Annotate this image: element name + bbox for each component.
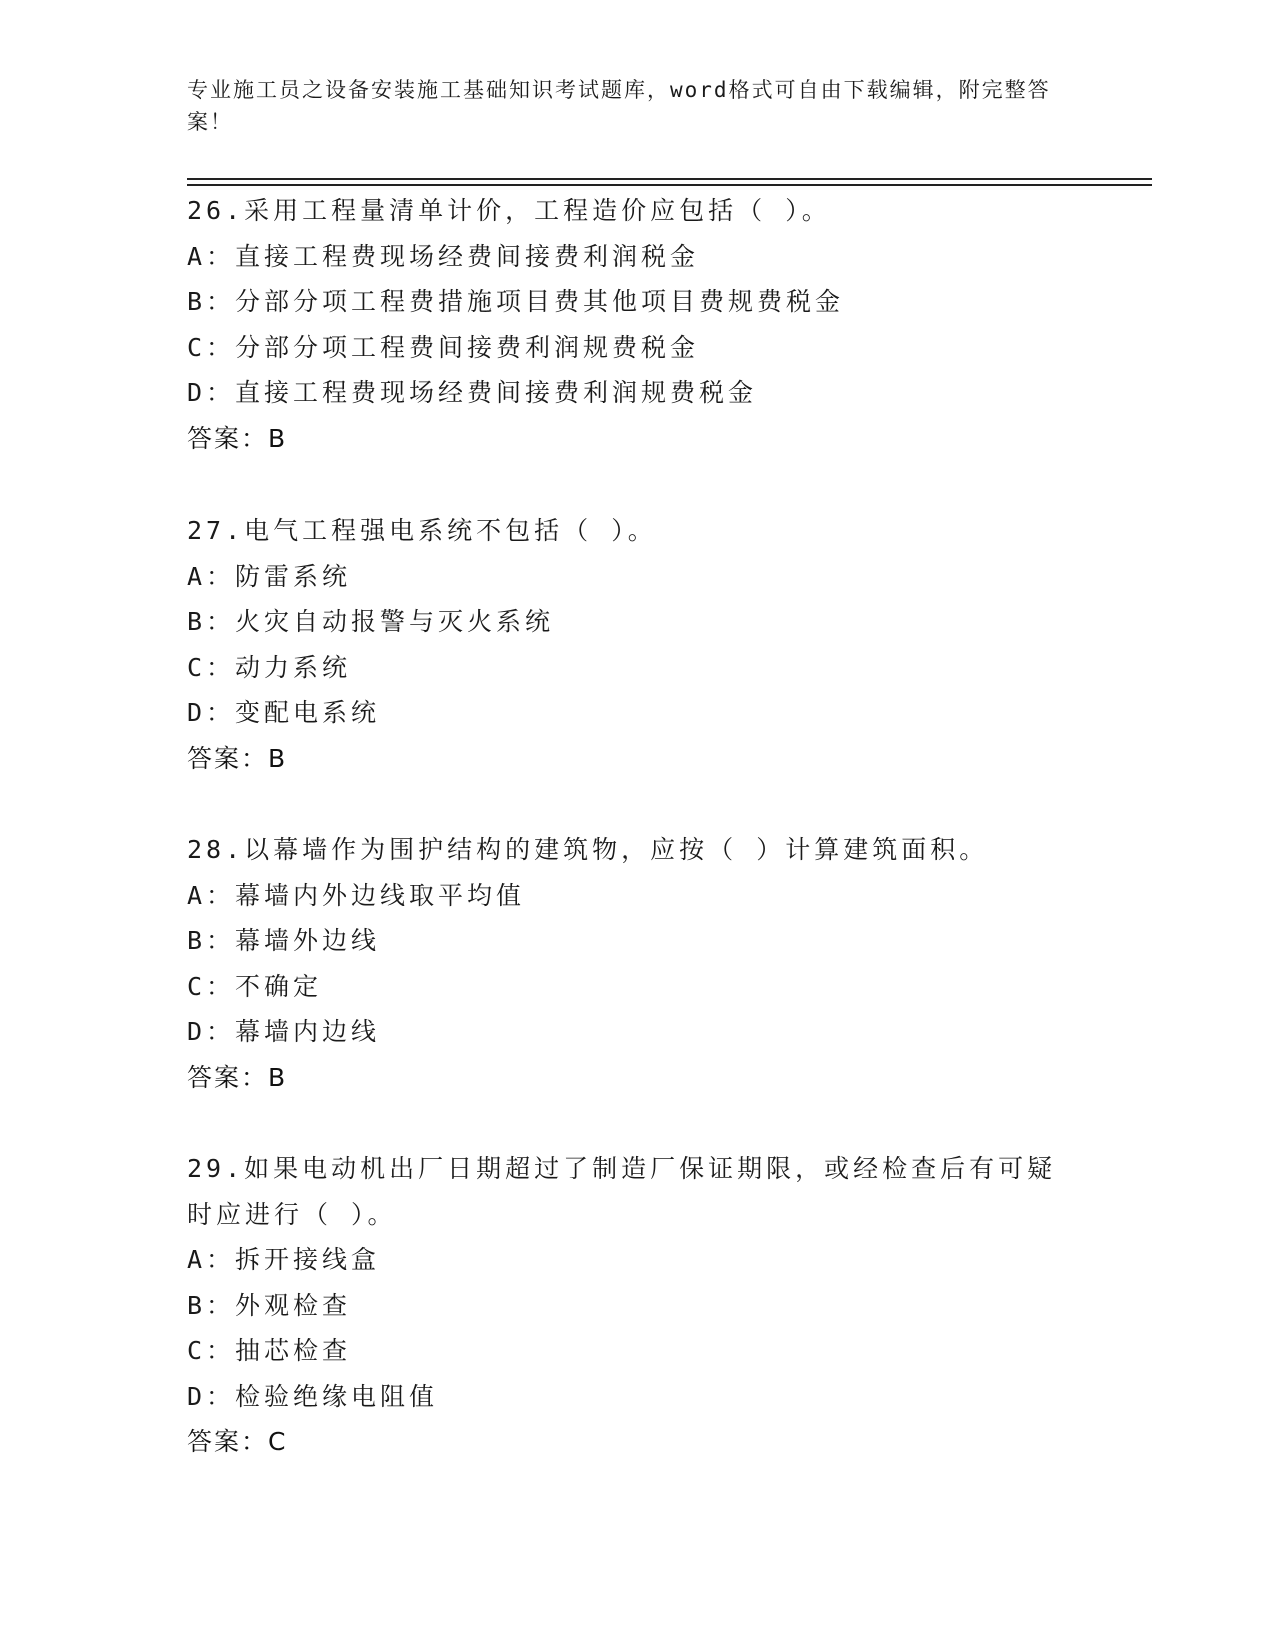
option-b: B：火灾自动报警与灭火系统 xyxy=(187,607,555,636)
option-d: D：幕墙内边线 xyxy=(187,1017,381,1046)
header-divider-top xyxy=(187,178,1152,180)
answer-label: 答案：B xyxy=(187,1062,288,1092)
option-d: D：检验绝缘电阻值 xyxy=(187,1381,439,1411)
question-26 xyxy=(187,188,1087,461)
option-d: D：直接工程费现场经费间接费利润规费税金 xyxy=(187,378,758,407)
option-c: C：分部分项工程费间接费利润规费税金 xyxy=(187,332,700,362)
question-29 xyxy=(187,1146,1087,1465)
option-b: B：幕墙外边线 xyxy=(187,926,381,955)
option-a: A：直接工程费现场经费间接费利润税金 xyxy=(187,241,700,271)
question-28 xyxy=(187,827,1087,1100)
answer-label: 答案：B xyxy=(187,743,288,773)
option-b: B：分部分项工程费措施项目费其他项目费规费税金 xyxy=(187,287,845,316)
option-c: C：抽芯检查 xyxy=(187,1336,352,1365)
option-a: A：拆开接线盒 xyxy=(187,1245,381,1274)
question-stem: 28.以幕墙作为围护结构的建筑物，应按（ ）计算建筑面积。 xyxy=(187,835,989,864)
option-a: A：防雷系统 xyxy=(187,561,352,591)
option-c: C：动力系统 xyxy=(187,652,352,682)
question-stem: 26.采用工程量清单计价，工程造价应包括（ ）。 xyxy=(187,196,831,225)
option-c: C：不确定 xyxy=(187,971,323,1001)
document-header: 专业施工员之设备安装施工基础知识考试题库，word格式可自由下载编辑，附完整答案！ xyxy=(187,78,1051,134)
question-27 xyxy=(187,508,1087,781)
question-stem: 27.电气工程强电系统不包括（ ）。 xyxy=(187,516,657,545)
answer-label: 答案：C xyxy=(187,1427,288,1456)
option-a: A：幕墙内外边线取平均值 xyxy=(187,880,526,910)
header-divider-bottom xyxy=(187,184,1152,186)
answer-label: 答案：B xyxy=(187,423,288,453)
question-stem: 29.如果电动机出厂日期超过了制造厂保证期限，或经检查后有可疑时应进行（ ）。 xyxy=(187,1154,1057,1229)
option-b: B：外观检查 xyxy=(187,1290,352,1320)
option-d: D：变配电系统 xyxy=(187,698,381,727)
